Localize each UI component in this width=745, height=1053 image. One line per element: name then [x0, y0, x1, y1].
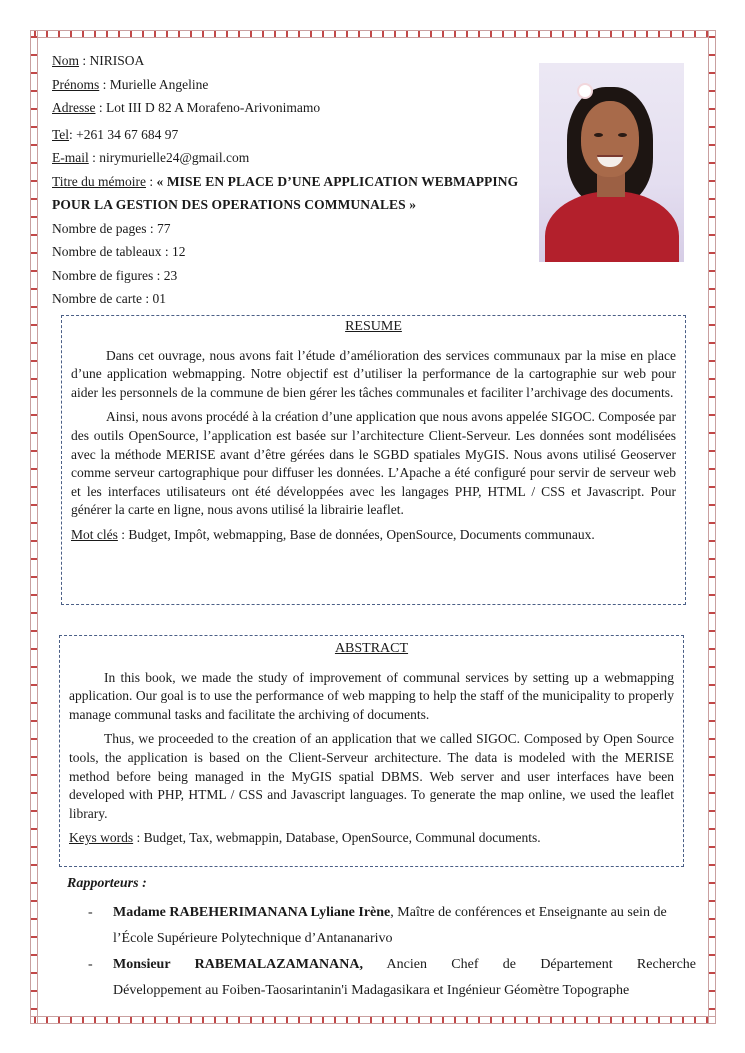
prenoms-line [52, 76, 532, 100]
resume-title: RESUME [345, 319, 402, 334]
rapporteur-role: , Maître de conférences et Enseignante au sein de [390, 905, 667, 920]
photo-dress [545, 191, 679, 262]
resume-paragraph-1: Dans cet ouvrage, nous avons fait l’étude d’amélioration des services communaux par la mise en place d’une application webmapping. Notre objectif est d’utiliser la performance de la cartographie sur web pour aider les personnels de la commune de bien gérer les tâches communales et faciliter l’archivage des documents. [71, 347, 676, 400]
abstract-keywords [69, 829, 674, 848]
rapporteur-item [88, 900, 696, 952]
prenoms-label: Prénoms [52, 76, 100, 92]
nom-label: Nom [52, 53, 79, 68]
tel-label: Tel [52, 126, 70, 142]
rapporteur-name: Monsieur RABEMALAZAMANANA, [113, 957, 363, 972]
adresse-line [52, 99, 532, 123]
rapporteur-role: Ancien Chef de Département Recherche [363, 957, 696, 972]
photo-eye [618, 133, 627, 137]
rapporteurs-list [88, 900, 696, 1004]
author-photo [539, 63, 684, 262]
pages-count: Nombre de pages : 77 [52, 220, 171, 236]
titre-line2 [52, 196, 532, 220]
page-border-right [708, 30, 716, 1024]
titre-line [52, 173, 532, 197]
photo-hair-flower [579, 85, 591, 97]
rapporteurs-heading: Rapporteurs : [67, 876, 147, 891]
tel-line [52, 126, 532, 150]
prenoms-value: : Murielle Angeline [99, 76, 209, 92]
nom-line [52, 52, 532, 76]
page-border-top [30, 30, 716, 38]
abstract-box [59, 635, 684, 867]
page-border-bottom [30, 1016, 716, 1024]
author-info [52, 52, 532, 314]
adresse-value: : Lot III D 82 A Morafeno-Arivonimamo [95, 100, 321, 115]
email-label: E-mail [52, 150, 89, 165]
cartes-count: Nombre de carte : 01 [52, 291, 166, 306]
page-border-left [30, 30, 38, 1024]
rapporteur-line1 [113, 952, 696, 978]
resume-keywords-value: : Budget, Impôt, webmapping, Base de données, OpenSource, Documents communaux. [117, 526, 595, 542]
adresse-label: Adresse [52, 100, 96, 115]
abstract-keywords-value: : Budget, Tax, webmappin, Database, OpenSource, Communal documents. [133, 830, 541, 846]
rapporteur-item [88, 952, 696, 1004]
list-dash: - [88, 905, 93, 920]
thesis-title-line1: « MISE EN PLACE D’UNE APPLICATION WEBMAPPING [156, 173, 519, 189]
resume-box [61, 315, 686, 605]
rapporteur-line1 [113, 900, 696, 926]
resume-keywords [71, 526, 676, 545]
abstract-keywords-label: Keys words [69, 830, 134, 846]
list-dash: - [88, 957, 93, 972]
photo-eye [594, 133, 603, 137]
abstract-title: ABSTRACT [334, 641, 409, 656]
rapporteur-name: Madame RABEHERIMANANA Lyliane Irène [113, 905, 391, 920]
resume-paragraph-2: Ainsi, nous avons procédé à la création d’une application que nous avons appelée SIGOC. Composée par des outils OpenSource, l’application est basée sur l’architecture Client-Serveur. Les données sont modélisées avec la méthode MERISE avant d’être gérées dans le SGBD spatiales MyGIS. Nous avons utilisé Geoserver comme serveur cartographique pour diffuser les données. L’Apache a été configuré pour servir de serveur web et les interfaces utilisateurs ont été développées avec les langages PHP, HTML / CSS et Javascript. Pour générer la carte en ligne, nous avons utilisé la librairie leaflet. [71, 409, 676, 518]
tel-value: : +261 34 67 684 97 [69, 126, 179, 142]
titre-separator: : [146, 173, 157, 189]
abstract-paragraph-2: Thus, we proceeded to the creation of an application that we called SIGOC. Composed by Open Source tools, the application is based on the Client-Serveur architecture. The data is modeled with the MERISE method before being managed in the MyGIS spatial DBMS. Web server and user interfaces have been developed with PHP, HTML / CSS and Javascript languages. To generate the map online, we used the leaflet library. [69, 731, 674, 821]
abstract-paragraph-1: In this book, we made the study of improvement of communal services by setting up a webmapping application. Our goal is to use the performance of web mapping to help the staff of the municipality to properly manage communal tasks and facilitate the archiving of documents. [69, 669, 674, 722]
thesis-title-line2: POUR LA GESTION DES OPERATIONS COMMUNALES » [52, 197, 417, 212]
figures-count: Nombre de figures : 23 [52, 267, 178, 283]
email-line [52, 149, 532, 173]
tableaux-count: Nombre de tableaux : 12 [52, 244, 186, 259]
email-value: : nirymurielle24@gmail.com [88, 150, 250, 165]
titre-label: Titre du mémoire [52, 173, 146, 189]
resume-keywords-label: Mot clés [71, 526, 118, 542]
rapporteur-line2: l’École Supérieure Polytechnique d’Antananarivo [113, 931, 393, 946]
nom-value: : NIRISOA [79, 53, 145, 68]
rapporteur-line2: Développement au Foiben-Taosarintanin'i Madagasikara et Ingénieur Géomètre Topographe [113, 983, 630, 998]
